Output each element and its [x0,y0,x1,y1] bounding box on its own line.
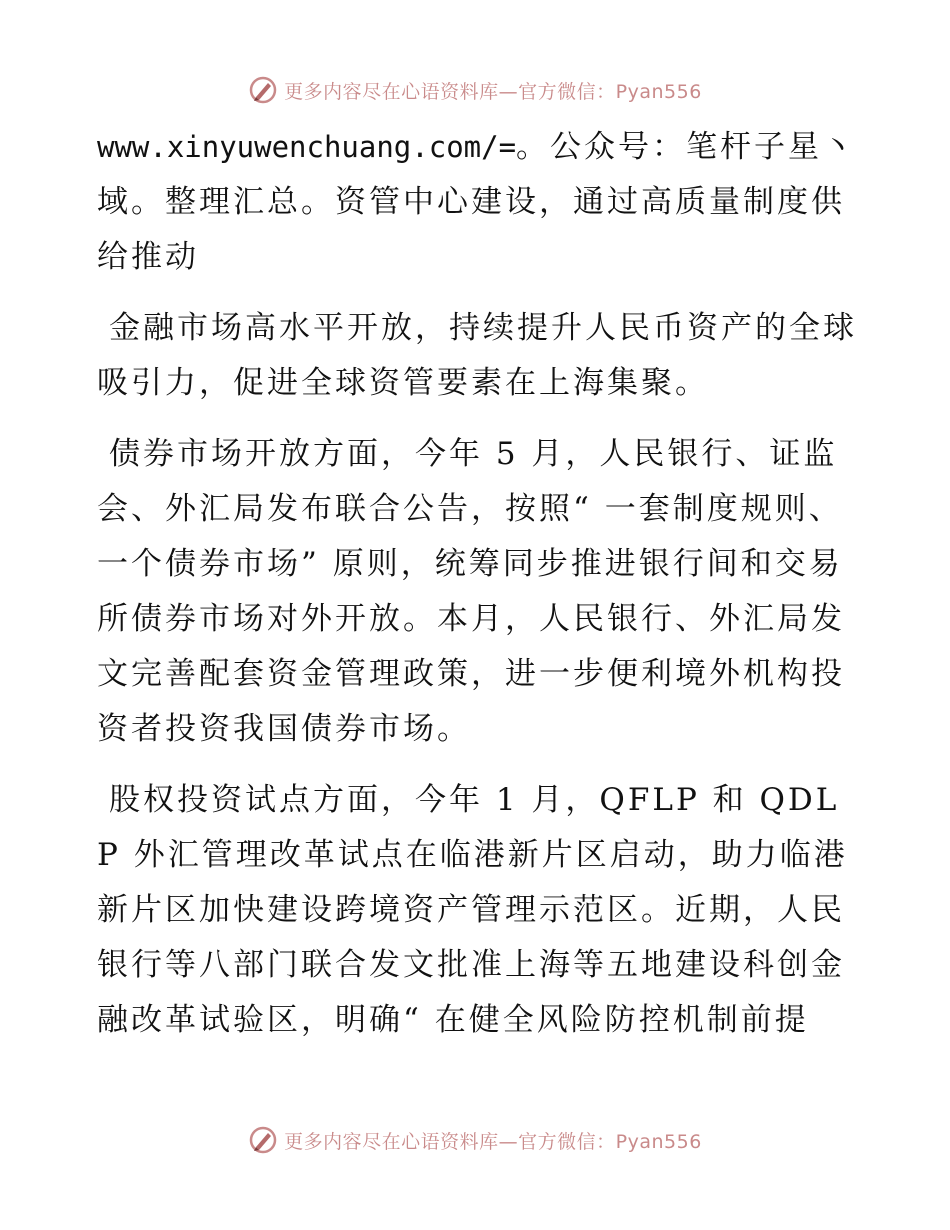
source-url: www.xinyuwenchuang.com/= [97,130,517,164]
watermark-text: 更多内容尽在心语资料库—官方微信：Pyan556 [284,1130,702,1153]
pen-seal-icon [248,75,278,105]
header-watermark-banner [0,72,950,108]
paragraph: 股权投资试点方面，今年 1 月，QFLP 和 QDLP 外汇管理改革试点在临港新片区启动，助力临港新片区加快建设跨境资产管理示范区。近期，人民银行等八部门联合发文批准上海等五地建设科创金融改革试验区，明确“ 在健全风险防控机制前提 [97,782,848,1038]
paragraph: 金融市场高水平开放，持续提升人民币资产的全球吸引力，促进全球资管要素在上海集聚。 [97,310,857,401]
document-body [97,120,857,1064]
footer-watermark-banner [0,1122,950,1158]
watermark-text: 更多内容尽在心语资料库—官方微信：Pyan556 [284,80,702,103]
paragraph-intro [97,120,857,285]
paragraph: 债券市场开放方面，今年 5 月，人民银行、证监会、外汇局发布联合公告，按照“ 一套制度规则、一个债券市场” 原则，统筹同步推进银行间和交易所债券市场对外开放。本月，人民银行、外汇局发文完善配套资金管理政策，进一步便利境外机构投资者投资我国债券市场。 [97,436,845,747]
intro-text: 。公众号：笔杆子星丶域。整理汇总。资管中心建设，通过高质量制度供给推动 [97,129,857,275]
pen-seal-icon [248,1125,278,1155]
